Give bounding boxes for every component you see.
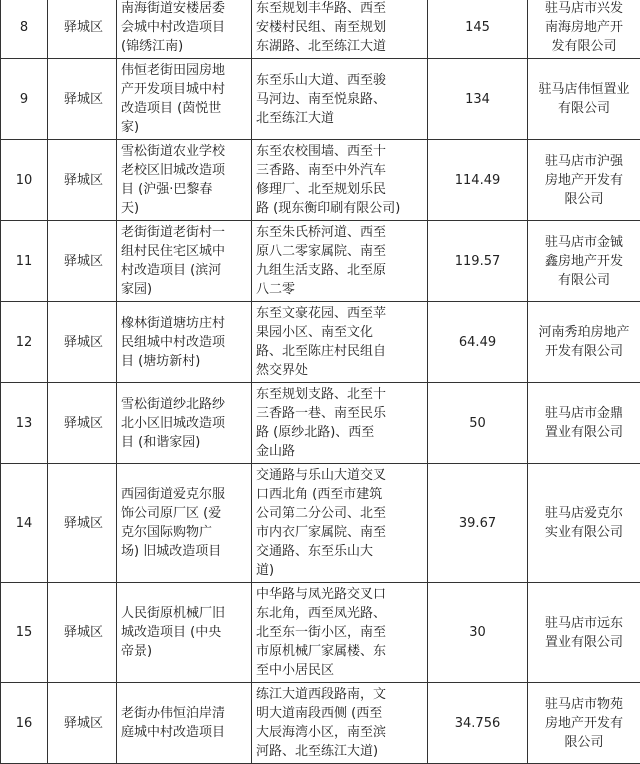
area-cell: 30 [428,583,528,683]
location-cell: 东至朱氏桥河道、西至 原八二零家属院、南至 九组生活支路、北至原 八二零 [252,221,428,302]
developer-cell: 驻马店爱克尔 实业有限公司 [528,464,640,583]
table-row [1,59,640,140]
area-cell: 114.49 [428,140,528,221]
project-name-cell: 南海街道安楼居委 会城中村改造项目 (锦绣江南) [117,0,252,59]
project-name-cell: 人民街原机械厂旧 城改造项目 (中央 帝景) [117,583,252,683]
row-number: 12 [1,302,48,383]
row-number: 10 [1,140,48,221]
district-cell: 驿城区 [48,140,117,221]
table-row [1,0,640,59]
district-cell: 驿城区 [48,59,117,140]
row-number: 15 [1,583,48,683]
project-name-cell: 老街街道老街村一 组村民住宅区城中 村改造项目 (滨河 家园) [117,221,252,302]
table-row [1,302,640,383]
developer-cell: 驻马店市物苑 房地产开发有 限公司 [528,683,640,764]
developer-cell: 河南秀珀房地产 开发有限公司 [528,302,640,383]
location-cell: 中华路与凤光路交叉口 东北角，西至凤光路、 北至东一街小区，南至 市原机械厂家属楼、东 至中小居民区 [252,583,428,683]
district-cell: 驿城区 [48,383,117,464]
project-name-cell: 雪松街道农业学校 老校区旧城改造项 目 (沪强·巴黎春 天) [117,140,252,221]
area-cell: 50 [428,383,528,464]
location-cell: 交通路与乐山大道交叉 口西北角 (西至市建筑 公司第二分公司、北至 市内衣厂家属院、南至 交通路、东至乐山大 道) [252,464,428,583]
project-name-cell: 西园街道爱克尔服 饰公司原厂区 (爱 克尔国际购物广 场) 旧城改造项目 [117,464,252,583]
area-cell: 39.67 [428,464,528,583]
project-name-cell: 伟恒老街田园房地 产开发项目城中村 改造项目 (茵悦世 家) [117,59,252,140]
developer-cell: 驻马店市远东 置业有限公司 [528,583,640,683]
area-cell: 34.756 [428,683,528,764]
district-cell: 驿城区 [48,302,117,383]
area-cell: 145 [428,0,528,59]
table-row [1,583,640,683]
location-cell: 练江大道西段路南，文 明大道南段西侧 (西至 大辰海湾小区，南至滨 河路、北至练江大道) [252,683,428,764]
row-number: 13 [1,383,48,464]
table-row [1,383,640,464]
table-row [1,464,640,583]
district-cell: 驿城区 [48,221,117,302]
location-cell: 东至文豪花园、西至苹 果园小区、南至文化 路、北至陈庄村民组自 然交界处 [252,302,428,383]
district-cell: 驿城区 [48,583,117,683]
location-cell: 东至规划丰华路、西至 安楼村民组、南至规划 东湖路、北至练江大道 [252,0,428,59]
row-number: 8 [1,0,48,59]
location-cell: 东至农校围墙、西至十 三香路、南至中外汽车 修理厂、北至规划乐民 路 (现东衡印刷有限公司) [252,140,428,221]
area-cell: 134 [428,59,528,140]
row-number: 9 [1,59,48,140]
area-cell: 64.49 [428,302,528,383]
developer-cell: 驻马店市金铖 鑫房地产开发 有限公司 [528,221,640,302]
row-number: 16 [1,683,48,764]
project-name-cell: 老街办伟恒泊岸清 庭城中村改造项目 [117,683,252,764]
district-cell: 驿城区 [48,0,117,59]
location-cell: 东至规划支路、北至十 三香路一巷、南至民乐 路 (原纱北路)、西至 金山路 [252,383,428,464]
row-number: 11 [1,221,48,302]
location-cell: 东至乐山大道、西至骏 马河边、南至悦泉路、 北至练江大道 [252,59,428,140]
developer-cell: 驻马店市金鼎 置业有限公司 [528,383,640,464]
district-cell: 驿城区 [48,683,117,764]
table-row [1,683,640,764]
developer-cell: 驻马店市兴发 南海房地产开 发有限公司 [528,0,640,59]
developer-cell: 驻马店市沪强 房地产开发有 限公司 [528,140,640,221]
district-cell: 驿城区 [48,464,117,583]
project-name-cell: 橡林街道塘坊庄村 民组城中村改造项 目 (塘坊新村) [117,302,252,383]
table-row [1,140,640,221]
project-name-cell: 雪松街道纱北路纱 北小区旧城改造项 目 (和谐家园) [117,383,252,464]
area-cell: 119.57 [428,221,528,302]
row-number: 14 [1,464,48,583]
table-row [1,221,640,302]
developer-cell: 驻马店伟恒置业 有限公司 [528,59,640,140]
